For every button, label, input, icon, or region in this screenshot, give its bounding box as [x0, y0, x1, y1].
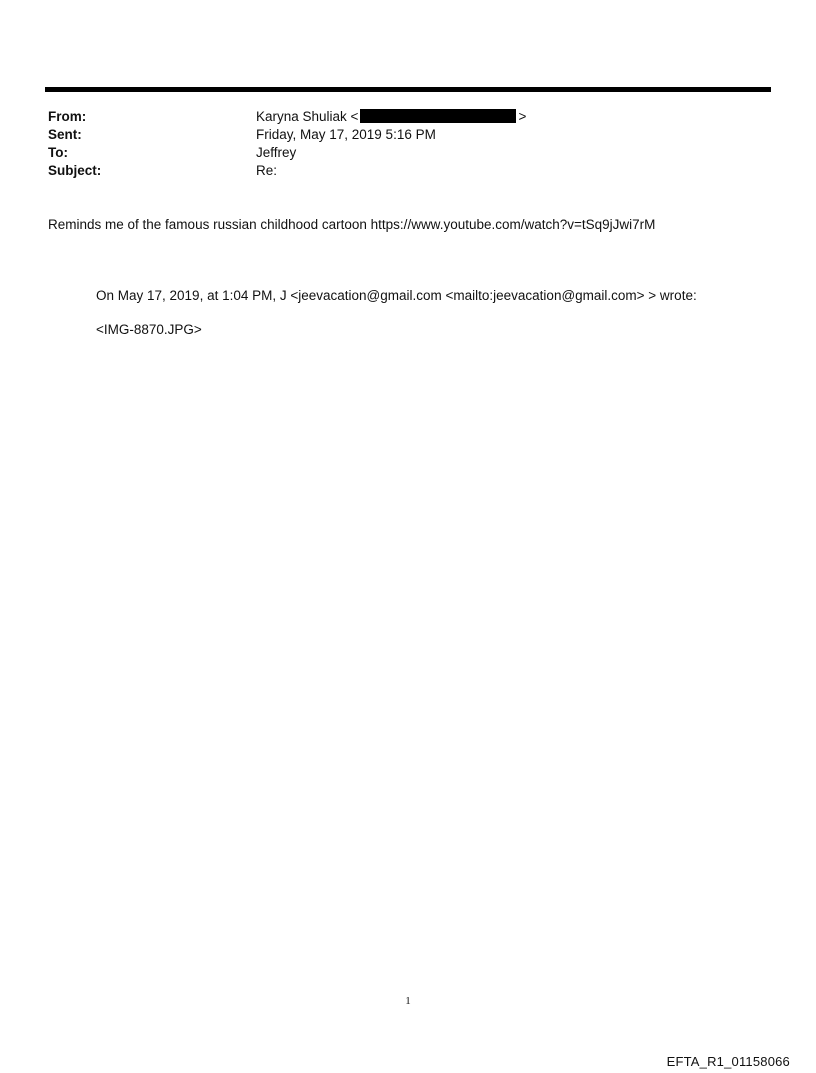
sent-value: Friday, May 17, 2019 5:16 PM — [256, 127, 436, 142]
quote-attribution: On May 17, 2019, at 1:04 PM, J <jeevacation@gmail.com <mailto:jeevacation@gmail.com> > wrote: — [96, 288, 697, 303]
to-row — [48, 144, 748, 162]
to-value: Jeffrey — [256, 145, 297, 160]
email-header — [48, 108, 748, 180]
quoted-message — [96, 287, 697, 339]
from-close: > — [518, 109, 527, 124]
attachment-placeholder: <IMG-8870.JPG> — [96, 322, 202, 337]
subject-row — [48, 162, 748, 180]
page-number: 1 — [405, 995, 411, 1007]
message-body: Reminds me of the famous russian childhood cartoon https://www.youtube.com/watch?v=tSq9jJwi7rM — [48, 217, 656, 232]
redaction-box — [360, 109, 516, 123]
sent-label: Sent: — [48, 127, 82, 142]
from-name: Karyna Shuliak < — [256, 109, 359, 124]
document-id: EFTA_R1_01158066 — [666, 1054, 790, 1069]
subject-value: Re: — [256, 163, 278, 178]
header-divider-rule — [45, 87, 771, 92]
from-label: From: — [48, 109, 87, 124]
sent-row — [48, 126, 748, 144]
from-row — [48, 108, 748, 126]
from-value — [256, 108, 526, 126]
to-label: To: — [48, 145, 68, 160]
subject-label: Subject: — [48, 163, 102, 178]
